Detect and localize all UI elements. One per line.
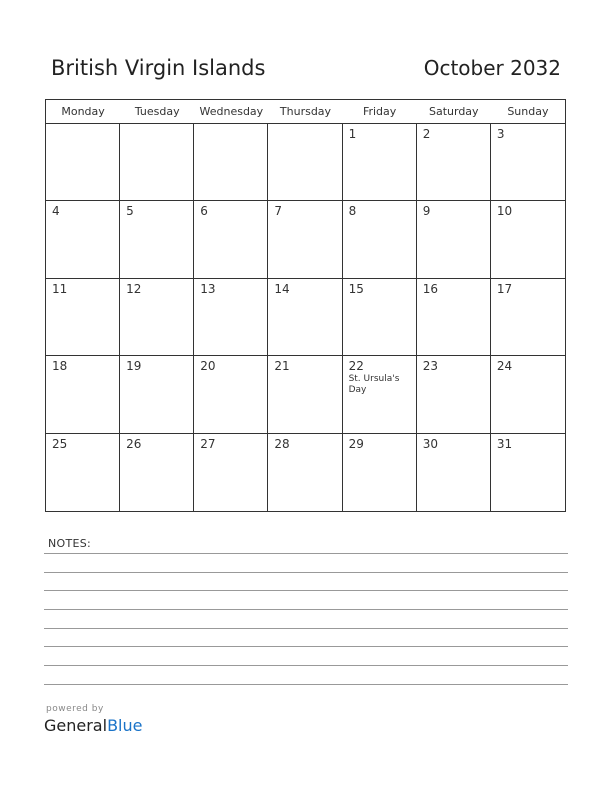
- day-cell: [343, 356, 417, 433]
- day-number: 31: [496, 436, 513, 451]
- day-number: 15: [348, 281, 364, 296]
- weekday-header-monday: Monday: [61, 105, 105, 118]
- day-cell: [120, 434, 194, 511]
- weekday-header-friday: Friday: [362, 105, 397, 118]
- brand-blue: Blue: [107, 716, 143, 735]
- note-line: [44, 553, 568, 554]
- day-cell: [417, 201, 491, 278]
- day-number: 13: [200, 281, 216, 296]
- day-number: 23: [422, 359, 438, 374]
- note-line: [44, 609, 568, 610]
- day-number: 5: [126, 204, 134, 219]
- day-number: 6: [200, 204, 208, 219]
- calendar-table: [45, 99, 566, 512]
- note-line: [44, 684, 568, 685]
- day-number: 17: [496, 281, 513, 296]
- day-cell: [491, 434, 565, 511]
- brand-general: General: [44, 716, 108, 735]
- day-cell: [268, 434, 342, 511]
- day-cell: [120, 279, 194, 356]
- day-cell: [194, 434, 268, 511]
- powered-by-text: powered by: [46, 704, 104, 714]
- day-cell: [491, 356, 565, 433]
- day-cell: [343, 201, 417, 278]
- day-cell: [46, 201, 120, 278]
- day-number: 27: [200, 436, 216, 451]
- day-number: 9: [422, 204, 431, 219]
- day-cell: [120, 124, 194, 201]
- weekday-header-tuesday: Tuesday: [134, 105, 180, 118]
- day-number: 18: [52, 359, 68, 374]
- day-cell: [268, 201, 342, 278]
- day-number: 28: [274, 436, 290, 451]
- day-grid: [46, 124, 565, 511]
- day-cell: [120, 356, 194, 433]
- day-number: 4: [52, 204, 60, 219]
- day-cell: [120, 201, 194, 278]
- weekday-header-row: [46, 100, 565, 124]
- weekday-header-wednesday: Wednesday: [199, 105, 264, 118]
- day-number: 22: [348, 359, 364, 374]
- day-number: 14: [274, 281, 290, 296]
- day-cell: [268, 124, 342, 201]
- note-line: [44, 572, 568, 573]
- day-cell: [46, 279, 120, 356]
- day-number: 30: [422, 436, 438, 451]
- day-number: 16: [422, 281, 438, 296]
- day-number: 10: [496, 204, 513, 219]
- day-cell: [194, 201, 268, 278]
- weekday-header-saturday: Saturday: [428, 105, 479, 118]
- day-cell: [491, 279, 565, 356]
- holiday-label: St. Ursula's Day: [348, 374, 400, 396]
- day-cell: [46, 356, 120, 433]
- note-line: [44, 590, 568, 591]
- day-number: 3: [496, 127, 505, 141]
- day-number: 1: [348, 127, 357, 141]
- day-cell: [194, 124, 268, 201]
- day-cell: [491, 124, 565, 201]
- day-cell: [491, 201, 565, 278]
- notes-label: NOTES:: [48, 537, 92, 550]
- day-cell: [417, 124, 491, 201]
- note-line: [44, 628, 568, 629]
- note-line: [44, 646, 568, 647]
- day-cell: [343, 434, 417, 511]
- day-number: 25: [52, 436, 68, 451]
- day-number: 12: [126, 281, 142, 296]
- generalblue-logo[interactable]: [44, 716, 142, 735]
- day-number: 26: [126, 436, 142, 451]
- day-number: 29: [348, 436, 364, 451]
- country-title: British Virgin Islands: [51, 56, 266, 80]
- day-cell: [268, 279, 342, 356]
- day-number: 19: [126, 359, 142, 374]
- day-number: 24: [496, 359, 513, 374]
- day-cell: [417, 279, 491, 356]
- day-cell: [268, 356, 342, 433]
- day-cell: [194, 279, 268, 356]
- day-cell: [194, 356, 268, 433]
- day-cell: [343, 279, 417, 356]
- day-cell: [417, 434, 491, 511]
- day-number: 11: [52, 281, 68, 296]
- day-number: 20: [200, 359, 216, 374]
- month-year-title: October 2032: [423, 56, 561, 80]
- day-cell: [46, 434, 120, 511]
- day-number: 7: [274, 204, 283, 219]
- day-number: 8: [348, 204, 357, 219]
- note-line: [44, 665, 568, 666]
- day-cell: [343, 124, 417, 201]
- weekday-header-sunday: Sunday: [507, 105, 549, 118]
- day-number: 2: [422, 127, 431, 141]
- weekday-header-thursday: Thursday: [279, 105, 332, 118]
- day-cell: [46, 124, 120, 201]
- day-number: 21: [274, 359, 290, 374]
- day-cell: [417, 356, 491, 433]
